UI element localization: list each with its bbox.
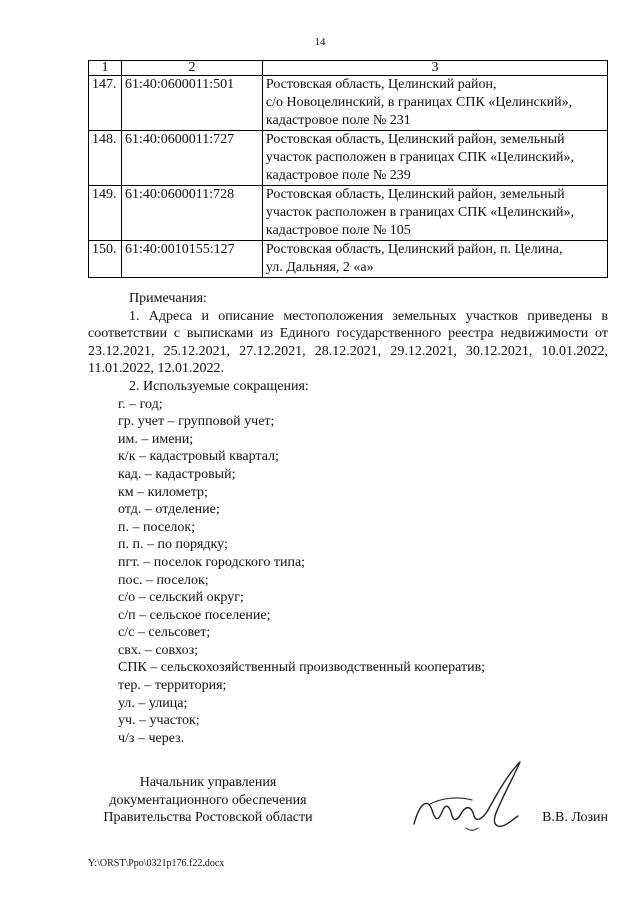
table-header bbox=[89, 61, 608, 76]
address-line: Ростовская область, Целинский район, земельный bbox=[265, 187, 565, 202]
abbreviation-item: кад. – кадастровый; bbox=[118, 466, 236, 482]
column-header-3: 3 bbox=[262, 61, 607, 76]
cadastral-number: 61:40:0600011:727 bbox=[121, 131, 262, 186]
table-row bbox=[89, 76, 608, 131]
address-line: Ростовская область, Целинский район, земельный bbox=[265, 132, 565, 147]
abbreviation-item: отд. – отделение; bbox=[118, 502, 220, 518]
abbreviation-item: пгт. – поселок городского типа; bbox=[118, 554, 306, 570]
note-1: 1. Адреса и описание местоположения земельных участков приведены в соответствии с выписками из Единого государственного реестра недвижимости от 23.12.2021, 25.12.2021, 27.12.2021, 28.12.2021, 29.12.2021, 30.12.2021, 10.01.2022, 11.01.2022, 12.01.2022. bbox=[88, 308, 608, 377]
position-line: Правительства Ростовской области bbox=[103, 810, 313, 826]
abbreviation-item: им. – имени; bbox=[118, 431, 194, 447]
notes-section bbox=[88, 290, 608, 747]
address-line: кадастровое поле № 239 bbox=[265, 168, 411, 183]
address-line: ул. Дальняя, 2 «а» bbox=[265, 260, 374, 275]
row-number: 149. bbox=[89, 186, 122, 241]
cadastral-number: 61:40:0600011:728 bbox=[121, 186, 262, 241]
abbreviation-item: гр. учет – групповой учет; bbox=[118, 414, 275, 430]
address-line: участок расположен в границах СПК «Целинский», bbox=[265, 150, 574, 165]
file-path: Y:\ORST\Ppo\0321p176.f22.docx bbox=[88, 858, 225, 869]
plot-address bbox=[262, 131, 607, 186]
table-row bbox=[89, 186, 608, 241]
abbreviation-item: свх. – совхоз; bbox=[118, 642, 199, 658]
land-plots-table bbox=[88, 60, 608, 278]
abbreviation-item: с/с – сельсовет; bbox=[118, 625, 211, 641]
abbreviation-item: ч/з – через. bbox=[118, 730, 185, 746]
address-line: с/о Новоцелинский, в границах СПК «Целинский», bbox=[265, 95, 573, 110]
notes-heading: Примечания: bbox=[129, 291, 207, 306]
column-header-2: 2 bbox=[121, 61, 262, 76]
table-header-row bbox=[89, 61, 608, 76]
handwritten-signature bbox=[408, 758, 538, 836]
position-line: документационного обеспечения bbox=[109, 792, 307, 808]
plot-address bbox=[262, 186, 607, 241]
table-row bbox=[89, 131, 608, 186]
signer-position bbox=[88, 774, 328, 827]
plot-address bbox=[262, 76, 607, 131]
row-number: 147. bbox=[89, 76, 122, 131]
abbreviation-item: к/к – кадастровый квартал; bbox=[118, 449, 279, 465]
cadastral-number: 61:40:0600011:501 bbox=[121, 76, 262, 131]
abbreviation-item: ул. – улица; bbox=[118, 695, 188, 711]
table-row bbox=[89, 241, 608, 278]
row-number: 150. bbox=[89, 241, 122, 278]
address-line: Ростовская область, Целинский район, bbox=[265, 77, 497, 92]
address-line: Ростовская область, Целинский район, п. Целина, bbox=[265, 242, 563, 257]
abbreviation-item: СПК – сельскохозяйственный производственный кооператив; bbox=[118, 660, 486, 676]
abbreviation-item: с/о – сельский округ; bbox=[118, 590, 244, 606]
position-line: Начальник управления bbox=[139, 775, 277, 790]
column-header-1: 1 bbox=[89, 61, 122, 76]
abbreviation-item: тер. – территория; bbox=[118, 678, 227, 694]
signer-name: В.В. Лозин bbox=[542, 810, 608, 825]
abbreviation-item: п. – поселок; bbox=[118, 519, 196, 535]
address-line: кадастровое поле № 231 bbox=[265, 113, 411, 128]
abbreviation-item: п. п. – по порядку; bbox=[118, 537, 228, 553]
table-body bbox=[89, 76, 608, 278]
plot-address bbox=[262, 241, 607, 278]
abbreviation-item: с/п – сельское поселение; bbox=[118, 607, 271, 623]
note-2: 2. Используемые сокращения: bbox=[129, 378, 309, 394]
address-line: участок расположен в границах СПК «Целинский», bbox=[265, 205, 574, 220]
abbreviation-item: уч. – участок; bbox=[118, 713, 200, 729]
signature-block bbox=[88, 774, 608, 834]
abbreviation-item: пос. – поселок; bbox=[118, 572, 209, 588]
row-number: 148. bbox=[89, 131, 122, 186]
abbreviation-item: км – километр; bbox=[118, 484, 208, 500]
abbreviation-item: г. – год; bbox=[118, 396, 163, 412]
cadastral-number: 61:40:0010155:127 bbox=[121, 241, 262, 278]
address-line: кадастровое поле № 105 bbox=[265, 223, 411, 238]
page-number: 14 bbox=[314, 36, 326, 48]
abbreviations-list bbox=[88, 396, 608, 748]
